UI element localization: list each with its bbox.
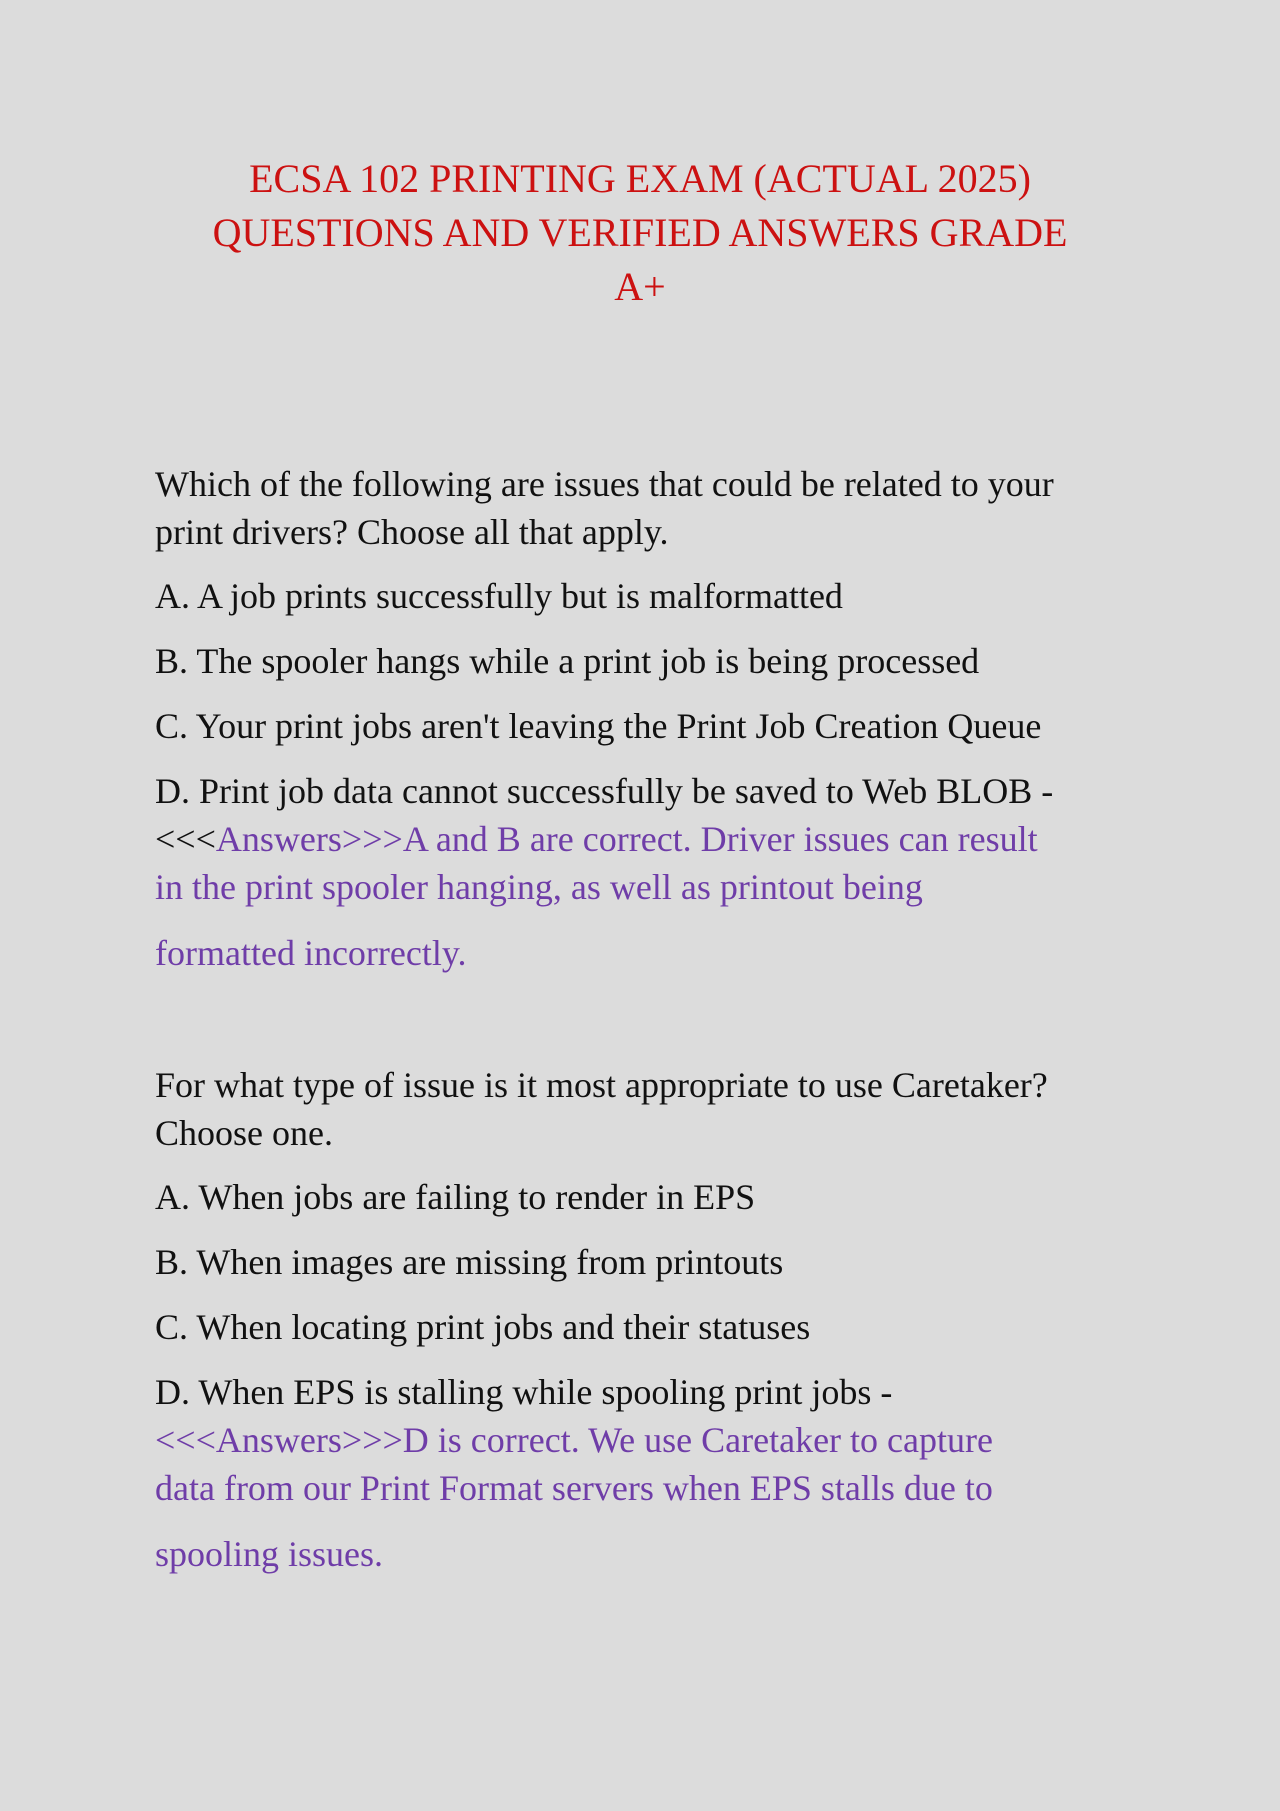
question-line-1: Which of the following are issues that could be related to your xyxy=(155,464,1054,504)
question-block-1 xyxy=(155,460,1155,977)
answer-line-3: spooling issues. xyxy=(155,1534,384,1574)
question-block-2 xyxy=(155,1061,1155,1578)
title-line-1: ECSA 102 PRINTING EXAM (ACTUAL 2025) xyxy=(249,156,1031,201)
option-d: D. When EPS is stalling while spooling print jobs - xyxy=(155,1372,893,1412)
answer-line-1 xyxy=(155,815,1155,863)
title-line-3: A+ xyxy=(614,264,666,309)
answer-line-3: formatted incorrectly. xyxy=(155,933,467,973)
option-c: C. When locating print jobs and their statuses xyxy=(155,1307,811,1347)
answer-line-2: in the print spooler hanging, as well as printout being xyxy=(155,867,923,907)
answer-line-1: <<<Answers>>>D is correct. We use Caretaker to capture xyxy=(155,1420,993,1460)
question-text xyxy=(155,1061,1155,1157)
option-a: A. A job prints successfully but is malformatted xyxy=(155,576,843,616)
question-text xyxy=(155,460,1155,556)
question-line-2: Choose one. xyxy=(155,1113,333,1153)
option-c: C. Your print jobs aren't leaving the Print Job Creation Queue xyxy=(155,706,1042,746)
document-title xyxy=(130,152,1150,314)
question-line-2: print drivers? Choose all that apply. xyxy=(155,512,669,552)
answer-prefix: <<< xyxy=(155,819,216,859)
title-line-2: QUESTIONS AND VERIFIED ANSWERS GRADE xyxy=(212,210,1068,255)
option-b: B. The spooler hangs while a print job is being processed xyxy=(155,641,980,681)
question-line-1: For what type of issue is it most appropriate to use Caretaker? xyxy=(155,1065,1048,1105)
option-b: B. When images are missing from printouts xyxy=(155,1242,784,1282)
answer-text-1: Answers>>>A and B are correct. Driver issues can result xyxy=(215,819,1038,859)
option-a: A. When jobs are failing to render in EPS xyxy=(155,1177,756,1217)
answer-line-2: data from our Print Format servers when EPS stalls due to xyxy=(155,1468,993,1508)
option-d: D. Print job data cannot successfully be saved to Web BLOB - xyxy=(155,771,1054,811)
